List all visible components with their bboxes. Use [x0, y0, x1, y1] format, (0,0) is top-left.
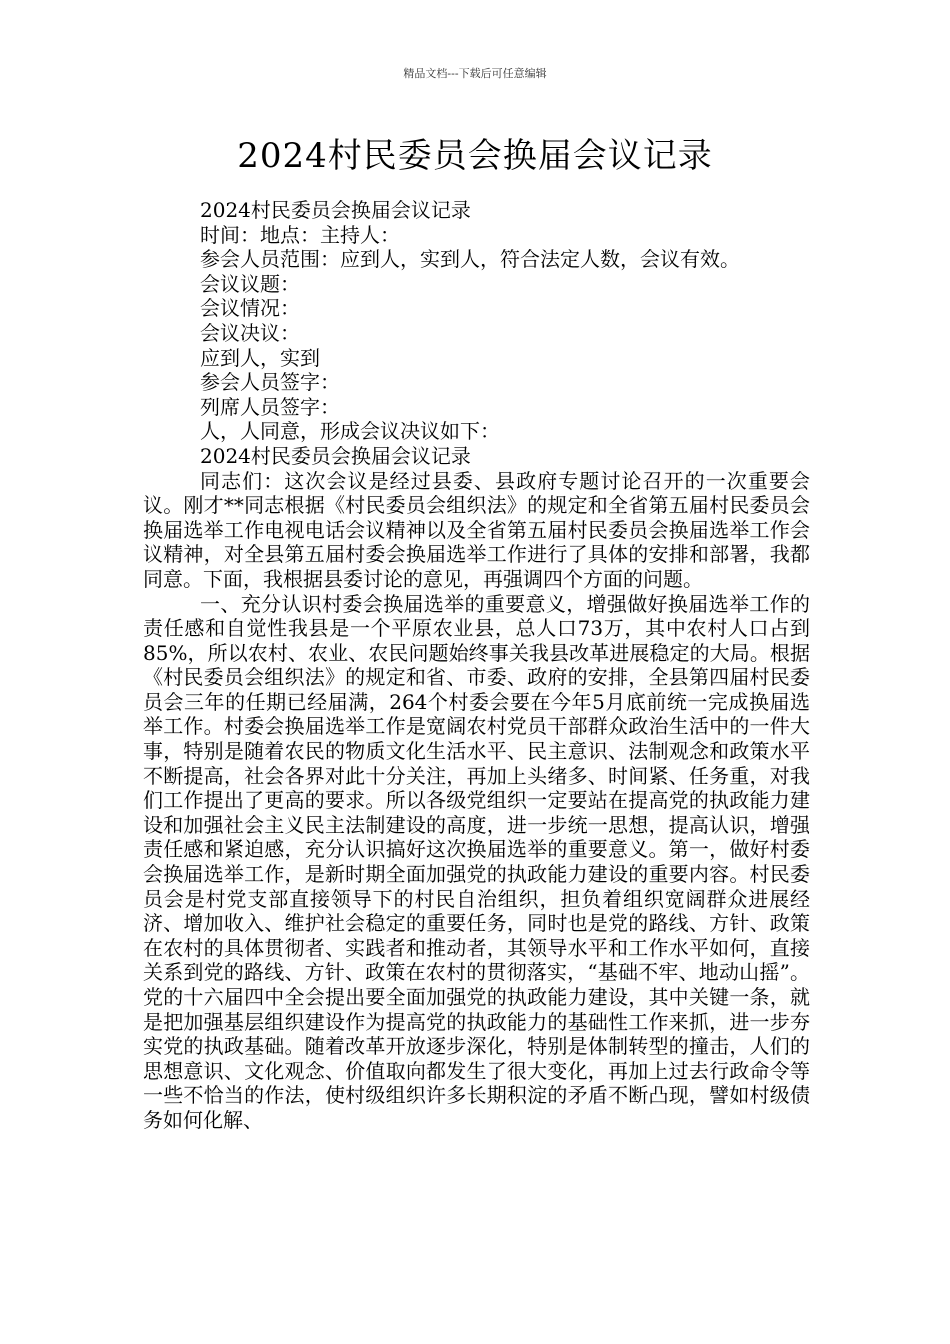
text-line: 参会人员范围：应到人，实到人，符合法定人数，会议有效。 — [200, 247, 740, 272]
page-title: 2024村民委员会换届会议记录 — [237, 136, 713, 176]
text-line: 会议议题： — [200, 271, 300, 296]
text-line: 2024村民委员会换届会议记录 — [200, 443, 471, 468]
text-line: 列席人员签字： — [200, 394, 340, 419]
document-body — [143, 198, 810, 1133]
header-note: 精品文档---下载后可任意编辑 — [403, 67, 547, 80]
paragraph: 同志们：这次会议是经过县委、县政府专题讨论召开的一次重要会议。刚才**同志根据《村民委员会组织法》的规定和全省第五届村民委员会换届选举工作电视电话会议精神以及全省第五届村民委员会换届选举工作会议精神，对全县第五届村委会换届选举工作进行了具体的安排和部署，我都同意。下面，我根据县委讨论的意见，再强调四个方面的问题。 — [143, 468, 810, 591]
text-line: 应到人，实到 — [200, 345, 320, 370]
text-line: 会议决议： — [200, 320, 300, 345]
text-line: 参会人员签字： — [200, 370, 340, 395]
paragraph: 一、充分认识村委会换届选举的重要意义，增强做好换届选举工作的责任感和自觉性我县是一个平原农业县，总人口73万，其中农村人口占到85%，所以农村、农业、农民问题始终事关我县改革进展稳定的大局。根据《村民委员会组织法》的规定和省、市委、政府的安排，全县第四届村民委员会三年的任期已经届满，264个村委会要在今年5月底前统一完成换届选举工作。村委会换届选举工作是宽阔农村党员干部群众政治生活中的一件大事，特别是随着农民的物质文化生活水平、民主意识、法制观念和政策水平不断提高，社会各界对此十分关注，再加上头绪多、时间紧、任务重，对我们工作提出了更高的要求。所以各级党组织一定要站在提高党的执政能力建设和加强社会主义民主法制建设的高度，进一步统一思想，提高认识，增强责任感和紧迫感，充分认识搞好这次换届选举的重要意义。第一，做好村委会换届选举工作，是新时期全面加强党的执政能力建设的重要内容。村民委员会是村党支部直接领导下的村民自治组织，担负着组织宽阔群众进展经济、增加收入、维护社会稳定的重要任务，同时也是党的路线、方针、政策在农村的具体贯彻者、实践者和推动者，其领导水平和工作水平如何，直接关系到党的路线、方针、政策在农村的贯彻落实，“基础不牢、地动山摇”。党的十六届四中全会提出要全面加强党的执政能力建设，其中关键一条，就是把加强基层组织建设作为提高党的执政能力的基础性工作来抓，进一步夯实党的执政基础。随着改革开放逐步深化，特别是体制转型的撞击，人们的思想意识、文化观念、价值取向都发生了很大变化，再加上过去行政命令等一些不恰当的作法，使村级组织许多长期积淀的矛盾不断凸现，譬如村级债务如何化解、 — [143, 591, 810, 1132]
text-line: 会议情况： — [200, 296, 300, 321]
text-line: 2024村民委员会换届会议记录 — [200, 198, 471, 222]
text-line: 时间：地点：主持人： — [200, 222, 400, 247]
text-line: 人，人同意，形成会议决议如下： — [200, 419, 500, 444]
